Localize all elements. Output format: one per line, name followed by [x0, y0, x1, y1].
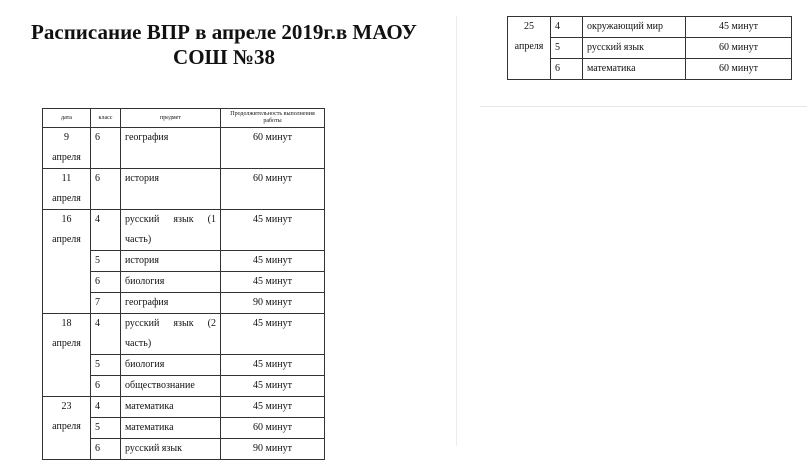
duration-cell: 60 минут: [686, 38, 792, 59]
grade-cell: 5: [91, 418, 121, 439]
schedule-table-continued: [507, 16, 792, 80]
document-title: Расписание ВПР в апреле 2019г.в МАОУ СОШ №38: [31, 20, 417, 69]
grade-cell: 7: [91, 293, 121, 314]
date-cell: 9 апреля: [43, 128, 91, 169]
subject-cell: математика: [583, 59, 686, 80]
subject-cell: география: [121, 293, 221, 314]
duration-cell: 60 минут: [221, 418, 325, 439]
duration-cell: 60 минут: [221, 169, 325, 210]
table-row: [508, 38, 792, 59]
duration-cell: 90 минут: [221, 293, 325, 314]
grade-cell: 6: [91, 169, 121, 210]
grade-cell: 5: [91, 251, 121, 272]
grade-cell: 5: [91, 355, 121, 376]
subject-cell: русский язык (2 часть): [121, 314, 221, 355]
table-row: [43, 210, 325, 251]
schedule-table: [42, 108, 325, 460]
subject-cell: математика: [121, 418, 221, 439]
subject-cell: русский язык (1 часть): [121, 210, 221, 251]
grade-cell: 4: [91, 210, 121, 251]
grade-cell: 6: [91, 272, 121, 293]
table-header-row: [43, 109, 325, 128]
grade-cell: 6: [551, 59, 583, 80]
grade-cell: 6: [91, 128, 121, 169]
date-cell: 11 апреля: [43, 169, 91, 210]
table-row: [43, 169, 325, 210]
table-row: [508, 59, 792, 80]
subject-cell: география: [121, 128, 221, 169]
duration-cell: 45 минут: [221, 376, 325, 397]
grade-cell: 6: [91, 439, 121, 460]
table-row: [43, 397, 325, 418]
grade-cell: 5: [551, 38, 583, 59]
page-divider: [456, 16, 457, 446]
duration-cell: 60 минут: [221, 128, 325, 169]
date-cell: 18 апреля: [43, 314, 91, 397]
grade-cell: 4: [551, 17, 583, 38]
date-cell: 25 апреля: [508, 17, 551, 80]
subject-cell: история: [121, 169, 221, 210]
table-row: [508, 17, 792, 38]
duration-cell: 45 минут: [221, 314, 325, 355]
grade-cell: 4: [91, 314, 121, 355]
duration-cell: 45 минут: [221, 355, 325, 376]
header-date: дата: [43, 109, 91, 128]
header-subject: предмет: [121, 109, 221, 128]
subject-cell: русский язык: [583, 38, 686, 59]
date-cell: 23 апреля: [43, 397, 91, 460]
subject-cell: математика: [121, 397, 221, 418]
table-row: [43, 314, 325, 355]
duration-cell: 45 минут: [686, 17, 792, 38]
duration-cell: 45 минут: [221, 397, 325, 418]
subject-cell: обществознание: [121, 376, 221, 397]
duration-cell: 45 минут: [221, 251, 325, 272]
subject-cell: биология: [121, 272, 221, 293]
grade-cell: 6: [91, 376, 121, 397]
duration-cell: 45 минут: [221, 210, 325, 251]
subject-cell: история: [121, 251, 221, 272]
page-divider-horizontal: [480, 106, 807, 107]
header-duration: Продолжительность выполнения работы: [221, 109, 325, 128]
duration-cell: 45 минут: [221, 272, 325, 293]
subject-cell: русский язык: [121, 439, 221, 460]
subject-cell: биология: [121, 355, 221, 376]
grade-cell: 4: [91, 397, 121, 418]
header-grade: класс: [91, 109, 121, 128]
table-row: [43, 128, 325, 169]
date-cell: 16 апреля: [43, 210, 91, 314]
duration-cell: 90 минут: [221, 439, 325, 460]
duration-cell: 60 минут: [686, 59, 792, 80]
subject-cell: окружающий мир: [583, 17, 686, 38]
